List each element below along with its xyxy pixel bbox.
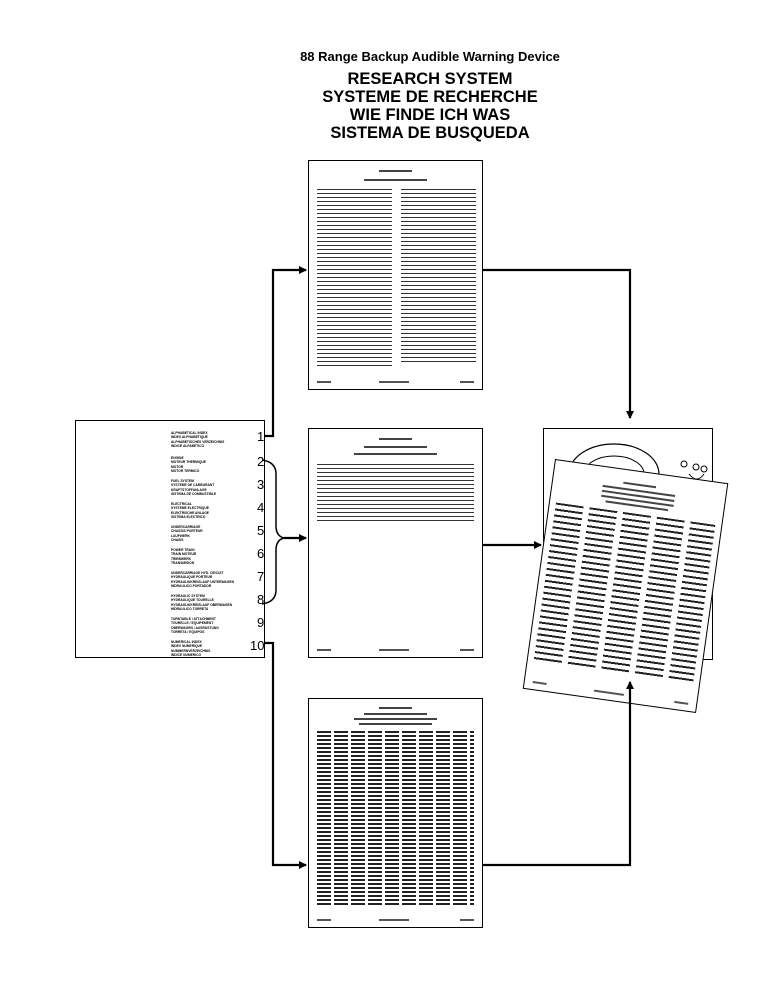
thumbnail-text-placeholder — [534, 503, 716, 684]
index-section-5-labels — [171, 525, 266, 542]
section-label: CHASIS — [171, 537, 184, 542]
index-section-9-labels — [171, 617, 266, 634]
section-number-7: 7 — [257, 569, 265, 584]
index-section-4-labels — [171, 502, 266, 519]
numerical-index-page — [308, 698, 483, 928]
section-label: NUMMERNVERZEICHNIS — [171, 648, 211, 653]
section-label: TURNTABLE / ATTACHMENT — [171, 617, 216, 621]
arrow-index-to-alphabetical — [265, 270, 306, 436]
section-label: INDEX ALPHABETIQUE — [171, 435, 208, 440]
section-label: HYDRAULIKKREISLAUF UNTERWAGEN — [171, 579, 234, 584]
section-label: SYSTEME ELECTRIQUE — [171, 506, 209, 511]
section-label: LAUFWERK — [171, 533, 190, 538]
thumbnail-text-placeholder — [354, 453, 437, 455]
thumbnail-text-placeholder — [379, 170, 412, 172]
index-section-2-labels — [171, 456, 266, 473]
thumbnail-text-placeholder — [364, 179, 427, 181]
thumbnail-text-placeholder — [354, 718, 437, 720]
section-number-10: 10 — [250, 638, 265, 653]
thumbnail-text-placeholder — [379, 381, 409, 383]
document-subtitle: 88 Range Backup Audible Warning Device — [300, 49, 560, 64]
title-de: WIE FINDE ICH WAS — [349, 106, 511, 124]
section-index-page — [75, 420, 265, 658]
thumbnail-text-placeholder — [379, 919, 409, 921]
section-label: ELEKTRISCHE ANLAGE — [171, 510, 209, 515]
section-label: MOTOR TERMICO — [171, 468, 200, 473]
section-label: POWER TRAIN — [171, 548, 195, 552]
section-label: NUMERICAL INDEX — [171, 640, 202, 644]
section-label: MOTEUR THERMIQUE — [171, 460, 206, 465]
index-section-3-labels — [171, 479, 266, 496]
section-label: TRAIN MOTEUR — [171, 552, 197, 557]
thumbnail-text-placeholder — [317, 919, 331, 921]
section-label: UNDERCARRIAGE — [171, 525, 201, 529]
section-label: ENGINE — [171, 456, 184, 460]
title-en: RESEARCH SYSTEM — [347, 70, 513, 88]
thumbnail-text-placeholder — [401, 189, 476, 364]
thumbnail-text-placeholder — [317, 381, 331, 383]
section-label: TOURELLE / EQUIPEMENT — [171, 621, 214, 626]
thumbnail-text-placeholder — [317, 464, 474, 524]
section-number-6: 6 — [257, 546, 265, 561]
section-number-3: 3 — [257, 477, 265, 492]
thumbnail-text-placeholder — [317, 649, 331, 651]
section-label: HYDRAULIC SYSTEM — [171, 594, 205, 598]
section-label: HYDRAULIQUE TOURELLE — [171, 598, 214, 603]
section-number-1: 1 — [257, 429, 265, 444]
index-section-8-labels — [171, 594, 266, 611]
section-label: ALPHABETISCHES VERZEICHNIS — [171, 439, 225, 444]
section-label: MOTOR — [171, 464, 184, 469]
alphabetical-index-page — [308, 160, 483, 390]
section-label: OBERWAGEN / AUSRUSTUNG — [171, 625, 219, 630]
section-label: ELECTRICAL — [171, 502, 192, 506]
research-system-titles — [0, 70, 772, 142]
section-label: FUEL SYSTEM — [171, 479, 195, 483]
section-label: SISTEMA ELECTRICO — [171, 514, 206, 519]
section-label: INDEX NUMERIQUE — [171, 644, 203, 649]
section-label: ALPHABETICAL INDEX — [171, 431, 208, 435]
thumbnail-text-placeholder — [594, 690, 624, 696]
thumbnail-text-placeholder — [460, 649, 474, 651]
index-section-7-labels — [171, 571, 266, 588]
arrow-index-to-numerical — [265, 643, 306, 865]
section-label: HIDRAULICO TORRETA — [171, 606, 209, 611]
title-es: SISTEMA DE BUSQUEDA — [330, 124, 530, 142]
section-label: UNDERCARRIAGE HYD. CIRCUIT — [171, 571, 224, 575]
section-label: TRANSMISION — [171, 560, 195, 565]
section-label: HYDRAULIKKREISLAUF OBERWAGEN — [171, 602, 233, 607]
parts-list-page — [523, 459, 729, 713]
section-label: HIDRAULICO PORTADOR — [171, 583, 212, 588]
thumbnail-text-placeholder — [359, 723, 432, 725]
thumbnail-text-placeholder — [364, 446, 427, 448]
index-section-6-labels — [171, 548, 266, 565]
section-contents-page — [308, 428, 483, 658]
thumbnail-text-placeholder — [460, 381, 474, 383]
section-label: KRAFTSTOFFANLAGE — [171, 487, 207, 492]
thumbnail-text-placeholder — [460, 919, 474, 921]
thumbnail-text-placeholder — [379, 649, 409, 651]
section-number-2: 2 — [257, 454, 265, 469]
section-label: TRIEBWERK — [171, 556, 191, 561]
section-label: TORRETA / EQUIPOS — [171, 629, 205, 634]
thumbnail-text-placeholder — [379, 438, 412, 440]
section-label: SYSTEME DE CARBURANT — [171, 483, 215, 488]
thumbnail-text-placeholder — [533, 681, 547, 685]
section-label: INDICE ALFABETICO — [171, 443, 205, 448]
section-number-5: 5 — [257, 523, 265, 538]
section-number-8: 8 — [257, 592, 265, 607]
thumbnail-text-placeholder — [317, 189, 392, 369]
section-number-9: 9 — [257, 615, 265, 630]
thumbnail-text-placeholder — [674, 701, 688, 705]
arrow-alphabetical-to-parts — [483, 270, 630, 418]
thumbnail-text-placeholder — [623, 482, 656, 489]
title-fr: SYSTEME DE RECHERCHE — [322, 88, 538, 106]
index-section-1-labels — [171, 431, 266, 448]
section-label: CHASSIS PORTEUR — [171, 529, 203, 534]
thumbnail-text-placeholder — [379, 707, 412, 709]
section-label: HYDRAULIQUE PORTEUR — [171, 575, 213, 580]
arrow-numerical-to-parts — [483, 682, 630, 865]
section-number-4: 4 — [257, 500, 265, 515]
thumbnail-text-placeholder — [317, 731, 474, 906]
section-label: SISTEMA DE COMBUSTIBLE — [171, 491, 217, 496]
thumbnail-text-placeholder — [364, 713, 427, 715]
section-label: INDICE NUMERICO — [171, 652, 202, 657]
